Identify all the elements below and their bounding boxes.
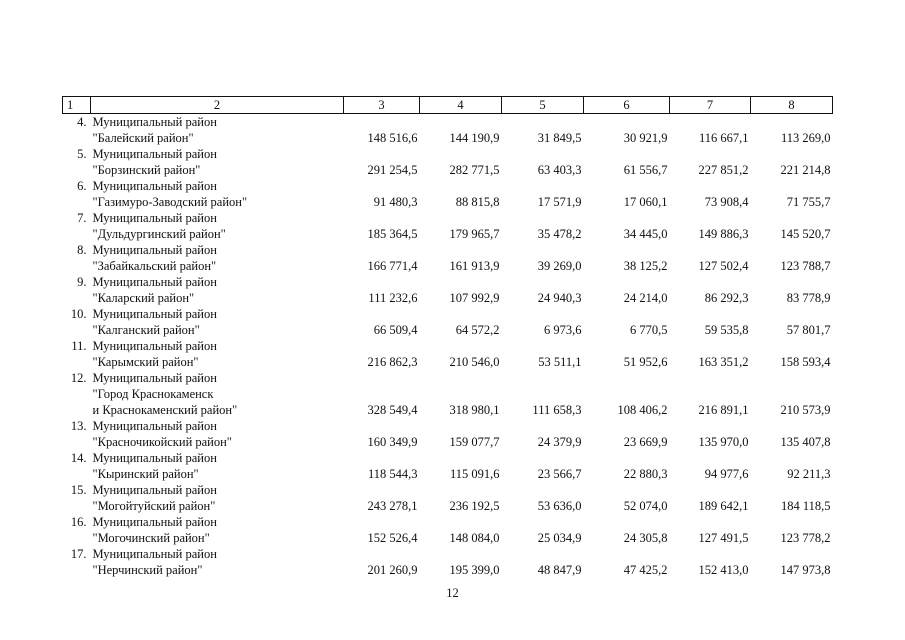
district-name bbox=[91, 306, 344, 338]
row-number: 7. bbox=[77, 211, 87, 225]
value-cell-col8: 145 520,7 bbox=[780, 227, 831, 241]
value-cell-col5: 23 566,7 bbox=[537, 467, 582, 481]
value-cell-col7: 227 851,2 bbox=[698, 163, 749, 177]
value-cell-col3: 160 349,9 bbox=[367, 435, 418, 449]
value-cell-col8: 83 778,9 bbox=[786, 291, 831, 305]
district-name-line: Муниципальный район bbox=[92, 115, 217, 129]
value-cell-col8: 57 801,7 bbox=[786, 323, 831, 337]
table-row bbox=[63, 274, 833, 306]
value-cell-col7: 59 535,8 bbox=[704, 323, 749, 337]
table-row bbox=[63, 210, 833, 242]
value-cell-col6: 30 921,9 bbox=[623, 131, 668, 145]
district-name-line: "Балейский район" bbox=[92, 131, 194, 145]
table-row bbox=[63, 370, 833, 418]
district-name-line: "Город Краснокаменск bbox=[92, 387, 214, 401]
value-cell-col5: 31 849,5 bbox=[537, 131, 582, 145]
value-cell-col4: 88 815,8 bbox=[455, 195, 500, 209]
value-cell-col4: 144 190,9 bbox=[449, 131, 500, 145]
district-name-line: Муниципальный район bbox=[92, 419, 217, 433]
row-number: 6. bbox=[77, 179, 87, 193]
value-cell-col7: 163 351,2 bbox=[698, 355, 749, 369]
table-row bbox=[63, 482, 833, 514]
district-name bbox=[91, 146, 344, 178]
district-name-line: Муниципальный район bbox=[92, 371, 217, 385]
value-cell-col4: 159 077,7 bbox=[449, 435, 500, 449]
district-name bbox=[91, 210, 344, 242]
table-row bbox=[63, 450, 833, 482]
value-cell-col5: 53 636,0 bbox=[537, 499, 582, 513]
row-number: 15. bbox=[70, 483, 87, 497]
table-row bbox=[63, 178, 833, 210]
value-cell-col3: 185 364,5 bbox=[367, 227, 418, 241]
district-name bbox=[91, 370, 344, 418]
value-cell-col7: 127 491,5 bbox=[698, 531, 749, 545]
district-name-line: "Каларский район" bbox=[92, 291, 195, 305]
header-cell-2: 2 bbox=[91, 97, 344, 114]
value-cell-col8: 123 788,7 bbox=[780, 259, 831, 273]
value-cell-col4: 64 572,2 bbox=[455, 323, 500, 337]
value-cell-col4: 282 771,5 bbox=[449, 163, 500, 177]
value-cell-col4: 161 913,9 bbox=[449, 259, 500, 273]
value-cell-col3: 152 526,4 bbox=[367, 531, 418, 545]
district-name-line: Муниципальный район bbox=[92, 339, 217, 353]
value-cell-col3: 166 771,4 bbox=[367, 259, 418, 273]
value-cell-col7: 116 667,1 bbox=[698, 131, 749, 145]
district-name bbox=[91, 242, 344, 274]
table-row bbox=[63, 418, 833, 450]
district-name bbox=[91, 114, 344, 147]
district-name-line: "Дульдургинский район" bbox=[92, 227, 226, 241]
value-cell-col7: 135 970,0 bbox=[698, 435, 749, 449]
value-cell-col8: 92 211,3 bbox=[787, 467, 831, 481]
district-name bbox=[91, 274, 344, 306]
value-cell-col3: 91 480,3 bbox=[373, 195, 418, 209]
value-cell-col5: 35 478,2 bbox=[537, 227, 582, 241]
value-cell-col8: 184 118,5 bbox=[780, 499, 831, 513]
value-cell-col4: 179 965,7 bbox=[449, 227, 500, 241]
row-number: 11. bbox=[71, 339, 87, 353]
value-cell-col3: 291 254,5 bbox=[367, 163, 418, 177]
district-name-line: Муниципальный район bbox=[92, 211, 217, 225]
value-cell-col6: 24 214,0 bbox=[623, 291, 668, 305]
district-name bbox=[91, 450, 344, 482]
header-cell-1: 1 bbox=[63, 97, 91, 114]
table-row bbox=[63, 114, 833, 147]
value-cell-col4: 107 992,9 bbox=[449, 291, 500, 305]
value-cell-col7: 73 908,4 bbox=[704, 195, 749, 209]
district-name-line: Муниципальный район bbox=[92, 547, 217, 561]
value-cell-col6: 6 770,5 bbox=[630, 323, 668, 337]
header-cell-6: 6 bbox=[584, 97, 670, 114]
district-name bbox=[91, 514, 344, 546]
row-number: 14. bbox=[70, 451, 87, 465]
value-cell-col5: 24 379,9 bbox=[537, 435, 582, 449]
value-cell-col5: 48 847,9 bbox=[537, 563, 582, 577]
district-name-line: Муниципальный район bbox=[92, 243, 217, 257]
row-number: 13. bbox=[70, 419, 87, 433]
value-cell-col7: 189 642,1 bbox=[698, 499, 749, 513]
district-name-line: "Калганский район" bbox=[92, 323, 200, 337]
header-cell-8: 8 bbox=[751, 97, 833, 114]
value-cell-col5: 6 973,6 bbox=[544, 323, 582, 337]
district-name-line: Муниципальный район bbox=[92, 307, 217, 321]
district-name-line: "Забайкальский район" bbox=[92, 259, 217, 273]
value-cell-col5: 111 658,3 bbox=[532, 403, 582, 417]
budget-table bbox=[62, 96, 833, 578]
district-name-line: "Газимуро-Заводский район" bbox=[92, 195, 248, 209]
table-row bbox=[63, 546, 833, 578]
value-cell-col4: 236 192,5 bbox=[449, 499, 500, 513]
value-cell-col6: 52 074,0 bbox=[623, 499, 668, 513]
value-cell-col6: 108 406,2 bbox=[617, 403, 668, 417]
row-number: 5. bbox=[77, 147, 87, 161]
district-name bbox=[91, 338, 344, 370]
value-cell-col7: 149 886,3 bbox=[698, 227, 749, 241]
row-number: 9. bbox=[77, 275, 87, 289]
value-cell-col6: 61 556,7 bbox=[623, 163, 668, 177]
value-cell-col5: 25 034,9 bbox=[537, 531, 582, 545]
district-name-line: Муниципальный район bbox=[92, 451, 217, 465]
district-name-line: "Карымский район" bbox=[92, 355, 199, 369]
value-cell-col3: 66 509,4 bbox=[373, 323, 418, 337]
row-number: 4. bbox=[77, 115, 87, 129]
value-cell-col6: 38 125,2 bbox=[623, 259, 668, 273]
value-cell-col6: 51 952,6 bbox=[623, 355, 668, 369]
value-cell-col7: 127 502,4 bbox=[698, 259, 749, 273]
page-number: 12 bbox=[446, 586, 459, 600]
value-cell-col8: 210 573,9 bbox=[780, 403, 831, 417]
value-cell-col7: 152 413,0 bbox=[698, 563, 749, 577]
header-cell-4: 4 bbox=[420, 97, 502, 114]
value-cell-col6: 17 060,1 bbox=[623, 195, 668, 209]
value-cell-col6: 24 305,8 bbox=[623, 531, 668, 545]
value-cell-col4: 195 399,0 bbox=[449, 563, 500, 577]
value-cell-col7: 94 977,6 bbox=[704, 467, 749, 481]
district-name-line: "Могочинский район" bbox=[92, 531, 210, 545]
table-row bbox=[63, 146, 833, 178]
value-cell-col8: 135 407,8 bbox=[780, 435, 831, 449]
header-cell-3: 3 bbox=[344, 97, 420, 114]
value-cell-col3: 148 516,6 bbox=[367, 131, 418, 145]
district-name bbox=[91, 418, 344, 450]
value-cell-col6: 47 425,2 bbox=[623, 563, 668, 577]
district-name-line: и Краснокаменский район" bbox=[92, 403, 238, 417]
table-row bbox=[63, 242, 833, 274]
row-number: 8. bbox=[77, 243, 87, 257]
header-row bbox=[63, 97, 833, 114]
district-name-line: "Кыринский район" bbox=[92, 467, 199, 481]
row-number: 17. bbox=[70, 547, 87, 561]
row-number: 10. bbox=[70, 307, 87, 321]
value-cell-col7: 86 292,3 bbox=[704, 291, 749, 305]
district-name-line: "Красночикойский район" bbox=[92, 435, 232, 449]
value-cell-col6: 22 880,3 bbox=[623, 467, 668, 481]
value-cell-col8: 147 973,8 bbox=[780, 563, 831, 577]
value-cell-col6: 34 445,0 bbox=[623, 227, 668, 241]
district-name-line: "Могойтуйский район" bbox=[92, 499, 216, 513]
value-cell-col3: 328 549,4 bbox=[367, 403, 418, 417]
district-name-line: Муниципальный район bbox=[92, 483, 217, 497]
value-cell-col8: 113 269,0 bbox=[780, 131, 831, 145]
table-row bbox=[63, 338, 833, 370]
value-cell-col5: 63 403,3 bbox=[537, 163, 582, 177]
table-row bbox=[63, 306, 833, 338]
value-cell-col5: 24 940,3 bbox=[537, 291, 582, 305]
value-cell-col4: 210 546,0 bbox=[449, 355, 500, 369]
value-cell-col5: 17 571,9 bbox=[537, 195, 582, 209]
value-cell-col5: 39 269,0 bbox=[537, 259, 582, 273]
value-cell-col8: 123 778,2 bbox=[780, 531, 831, 545]
district-name-line: Муниципальный район bbox=[92, 147, 217, 161]
header-cell-7: 7 bbox=[670, 97, 751, 114]
value-cell-col3: 243 278,1 bbox=[367, 499, 418, 513]
district-name bbox=[91, 178, 344, 210]
value-cell-col3: 201 260,9 bbox=[367, 563, 418, 577]
table-body bbox=[63, 114, 833, 579]
value-cell-col3: 118 544,3 bbox=[367, 467, 418, 481]
district-name-line: Муниципальный район bbox=[92, 275, 217, 289]
value-cell-col7: 216 891,1 bbox=[698, 403, 749, 417]
value-cell-col6: 23 669,9 bbox=[623, 435, 668, 449]
row-number: 12. bbox=[70, 371, 87, 385]
district-name-line: "Борзинский район" bbox=[92, 163, 201, 177]
header-cell-5: 5 bbox=[502, 97, 584, 114]
value-cell-col4: 148 084,0 bbox=[449, 531, 500, 545]
district-name-line: Муниципальный район bbox=[92, 179, 217, 193]
value-cell-col8: 71 755,7 bbox=[786, 195, 831, 209]
row-number: 16. bbox=[70, 515, 87, 529]
value-cell-col8: 221 214,8 bbox=[780, 163, 831, 177]
value-cell-col5: 53 511,1 bbox=[538, 355, 582, 369]
district-name-line: Муниципальный район bbox=[92, 515, 217, 529]
district-name bbox=[91, 482, 344, 514]
value-cell-col3: 216 862,3 bbox=[367, 355, 418, 369]
value-cell-col4: 115 091,6 bbox=[449, 467, 500, 481]
district-name-line: "Нерчинский район" bbox=[92, 563, 203, 577]
table-header bbox=[63, 97, 833, 114]
district-name bbox=[91, 546, 344, 578]
value-cell-col3: 111 232,6 bbox=[368, 291, 418, 305]
value-cell-col8: 158 593,4 bbox=[780, 355, 831, 369]
value-cell-col4: 318 980,1 bbox=[449, 403, 500, 417]
table-row bbox=[63, 514, 833, 546]
